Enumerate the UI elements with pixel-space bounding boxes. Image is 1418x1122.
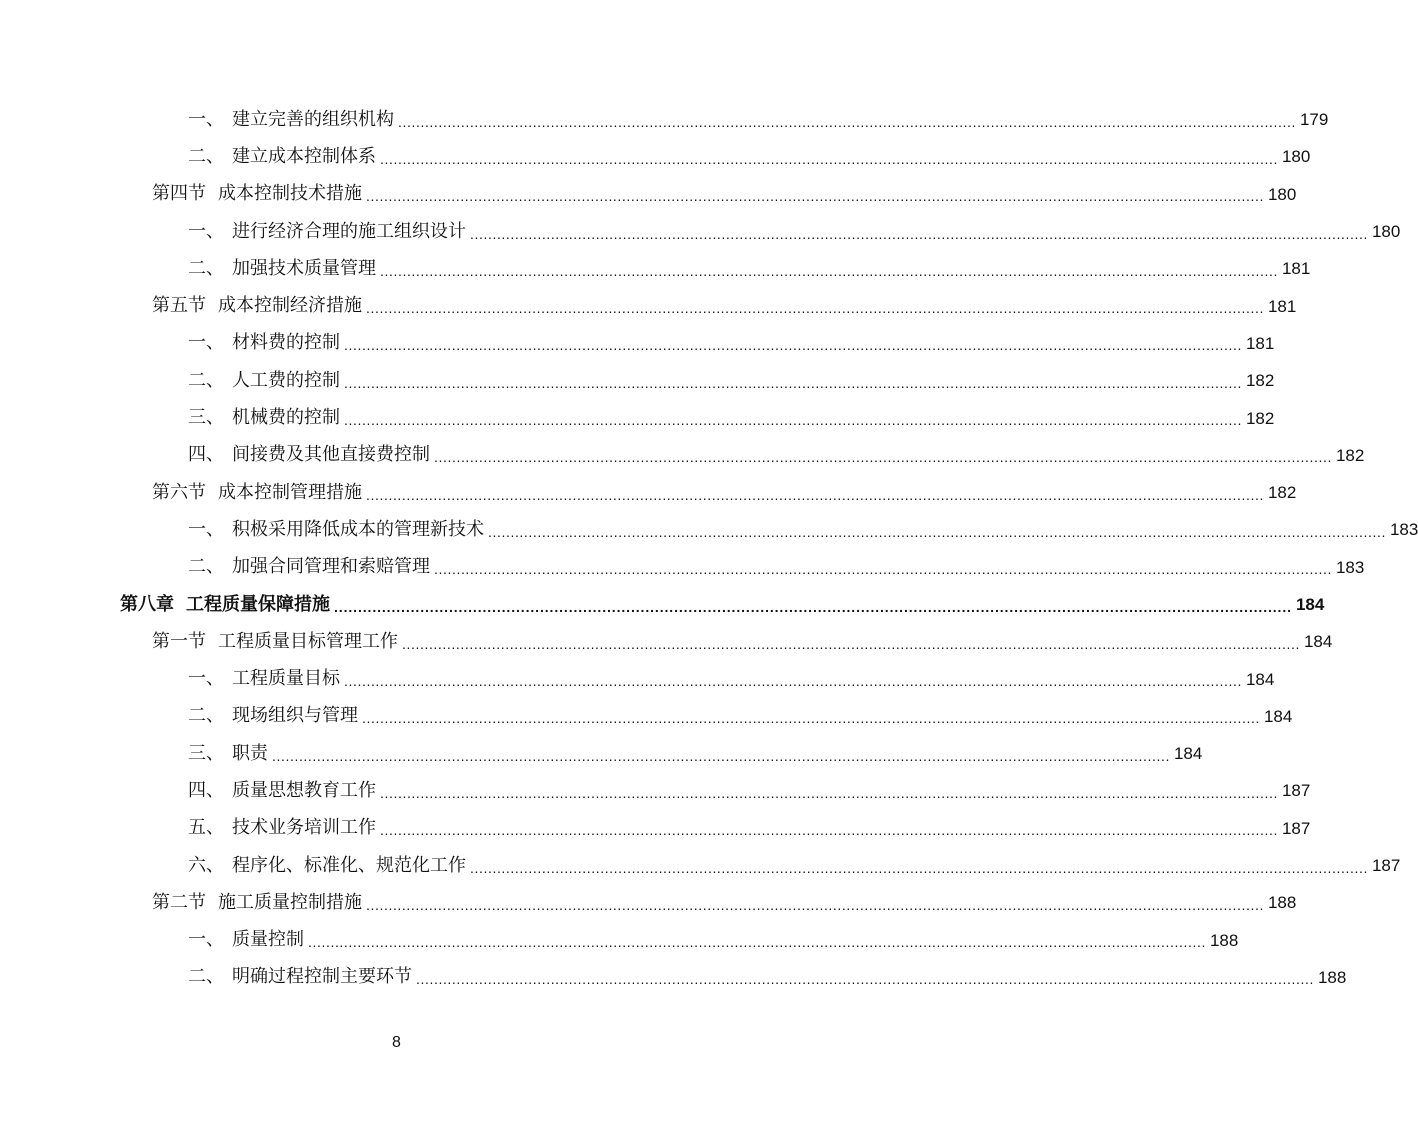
toc-entry[interactable] (0, 213, 1401, 250)
entry-title: 程序化、标准化、规范化工作 (232, 854, 466, 876)
entry-number: 第八章 (120, 593, 174, 615)
entry-page-number: 180 (1267, 184, 1297, 204)
toc-entry[interactable] (0, 325, 1275, 362)
page-number: 8 (392, 1034, 401, 1051)
toc-entry[interactable] (0, 735, 1203, 772)
entry-title: 工程质量目标管理工作 (218, 630, 398, 652)
dot-leader: ........................................................................................................................................................................................................ (470, 859, 1368, 876)
entry-number: 四、 (188, 779, 224, 801)
entry-title: 现场组织与管理 (232, 705, 358, 727)
entry-title: 建立成本控制体系 (232, 145, 376, 167)
entry-title: 材料费的控制 (232, 332, 340, 354)
dot-leader: ........................................................................................................................................................................................................ (308, 934, 1206, 951)
entry-title: 间接费及其他直接费控制 (232, 444, 430, 466)
entry-title: 积极采用降低成本的管理新技术 (232, 518, 484, 540)
dot-leader: ........................................................................................................................................................................................................ (334, 598, 1292, 615)
entry-number: 三、 (188, 407, 224, 429)
entry-page-number: 187 (1371, 856, 1401, 876)
entry-title: 技术业务培训工作 (232, 817, 376, 839)
entry-page-number: 182 (1335, 445, 1365, 465)
entry-page-number: 181 (1281, 259, 1311, 279)
entry-title: 成本控制技术措施 (218, 183, 362, 205)
toc-entry[interactable] (0, 810, 1311, 847)
entry-number: 第一节 (152, 630, 206, 652)
entry-page-number: 184 (1303, 632, 1333, 652)
entry-number: 二、 (188, 705, 224, 727)
entry-number: 二、 (188, 556, 224, 578)
dot-leader: ........................................................................................................................................................................................................ (380, 150, 1278, 167)
entry-page-number: 184 (1245, 669, 1275, 689)
entry-title: 机械费的控制 (232, 407, 340, 429)
entry-title: 建立完善的组织机构 (232, 108, 394, 130)
entry-title: 质量思想教育工作 (232, 779, 376, 801)
entry-title: 明确过程控制主要环节 (232, 966, 412, 988)
dot-leader: ........................................................................................................................................................................................................ (344, 673, 1242, 690)
dot-leader: ........................................................................................................................................................................................................ (366, 300, 1264, 317)
entry-number: 二、 (188, 369, 224, 391)
dot-leader: ........................................................................................................................................................................................................ (470, 225, 1368, 242)
toc-entry[interactable] (0, 250, 1311, 287)
toc-entry[interactable] (0, 922, 1239, 959)
toc-chapter-entry[interactable] (0, 586, 1325, 623)
entry-title: 加强合同管理和索赔管理 (232, 556, 430, 578)
toc-entry[interactable] (0, 437, 1365, 474)
toc-entry[interactable] (0, 772, 1311, 809)
toc-section-entry[interactable] (0, 474, 1297, 511)
entry-page-number: 182 (1245, 371, 1275, 391)
entry-number: 二、 (188, 966, 224, 988)
entry-page-number: 188 (1317, 967, 1347, 987)
toc-entry[interactable] (0, 511, 1418, 548)
entry-page-number: 184 (1263, 706, 1293, 726)
entry-number: 四、 (188, 444, 224, 466)
entry-page-number: 180 (1371, 222, 1401, 242)
entry-page-number: 181 (1245, 333, 1275, 353)
dot-leader: ........................................................................................................................................................................................................ (362, 710, 1260, 727)
entry-page-number: 182 (1245, 408, 1275, 428)
entry-page-number: 184 (1173, 744, 1203, 764)
entry-page-number: 187 (1281, 818, 1311, 838)
entry-page-number: 179 (1299, 110, 1329, 130)
toc-entry[interactable] (0, 549, 1365, 586)
entry-page-number: 182 (1267, 483, 1297, 503)
entry-number: 一、 (188, 332, 224, 354)
entry-page-number: 184 (1295, 595, 1325, 614)
entry-page-number: 180 (1281, 147, 1311, 167)
dot-leader: ........................................................................................................................................................................................................ (380, 822, 1278, 839)
entry-number: 三、 (188, 742, 224, 764)
entry-number: 一、 (188, 929, 224, 951)
entry-number: 五、 (188, 817, 224, 839)
entry-page-number: 183 (1335, 557, 1365, 577)
dot-leader: ........................................................................................................................................................................................................ (344, 412, 1242, 429)
entry-number: 六、 (188, 854, 224, 876)
dot-leader: ........................................................................................................................................................................................................ (380, 262, 1278, 279)
entry-title: 人工费的控制 (232, 369, 340, 391)
toc-entry[interactable] (0, 101, 1329, 138)
entry-title: 职责 (232, 742, 268, 764)
entry-page-number: 183 (1389, 520, 1418, 540)
dot-leader: ........................................................................................................................................................................................................ (380, 784, 1278, 801)
dot-leader: ........................................................................................................................................................................................................ (344, 374, 1242, 391)
entry-number: 二、 (188, 257, 224, 279)
toc-entry[interactable] (0, 698, 1293, 735)
entry-number: 二、 (188, 145, 224, 167)
entry-page-number: 187 (1281, 781, 1311, 801)
dot-leader: ........................................................................................................................................................................................................ (366, 486, 1264, 503)
entry-number: 第四节 (152, 183, 206, 205)
entry-number: 第二节 (152, 891, 206, 913)
entry-number: 一、 (188, 518, 224, 540)
entry-title: 进行经济合理的施工组织设计 (232, 220, 466, 242)
entry-title: 成本控制经济措施 (218, 295, 362, 317)
toc-section-entry[interactable] (0, 176, 1297, 213)
entry-number: 第五节 (152, 295, 206, 317)
entry-title: 质量控制 (232, 929, 304, 951)
toc-entry[interactable] (0, 847, 1401, 884)
toc-entry[interactable] (0, 138, 1311, 175)
entry-number: 一、 (188, 668, 224, 690)
dot-leader: ........................................................................................................................................................................................................ (272, 747, 1170, 764)
toc-entry[interactable] (0, 399, 1275, 436)
dot-leader: ........................................................................................................................................................................................................ (402, 635, 1300, 652)
toc-section-entry[interactable] (0, 884, 1297, 921)
table-of-contents (0, 101, 1418, 996)
toc-section-entry[interactable] (0, 287, 1297, 324)
dot-leader: ........................................................................................................................................................................................................ (366, 896, 1264, 913)
entry-page-number: 188 (1267, 893, 1297, 913)
dot-leader: ........................................................................................................................................................................................................ (434, 449, 1332, 466)
entry-title: 加强技术质量管理 (232, 257, 376, 279)
entry-number: 一、 (188, 108, 224, 130)
entry-title: 工程质量保障措施 (186, 593, 330, 615)
dot-leader: ........................................................................................................................................................................................................ (416, 971, 1314, 988)
dot-leader: ........................................................................................................................................................................................................ (488, 523, 1386, 540)
dot-leader: ........................................................................................................................................................................................................ (434, 561, 1332, 578)
dot-leader: ........................................................................................................................................................................................................ (398, 113, 1296, 130)
toc-entry[interactable] (0, 660, 1275, 697)
entry-title: 成本控制管理措施 (218, 481, 362, 503)
entry-page-number: 181 (1267, 296, 1297, 316)
toc-entry[interactable] (0, 362, 1275, 399)
toc-section-entry[interactable] (0, 623, 1333, 660)
entry-page-number: 188 (1209, 930, 1239, 950)
entry-title: 施工质量控制措施 (218, 891, 362, 913)
entry-number: 第六节 (152, 481, 206, 503)
entry-number: 一、 (188, 220, 224, 242)
toc-entry[interactable] (0, 959, 1347, 996)
dot-leader: ........................................................................................................................................................................................................ (366, 188, 1264, 205)
dot-leader: ........................................................................................................................................................................................................ (344, 337, 1242, 354)
entry-title: 工程质量目标 (232, 668, 340, 690)
